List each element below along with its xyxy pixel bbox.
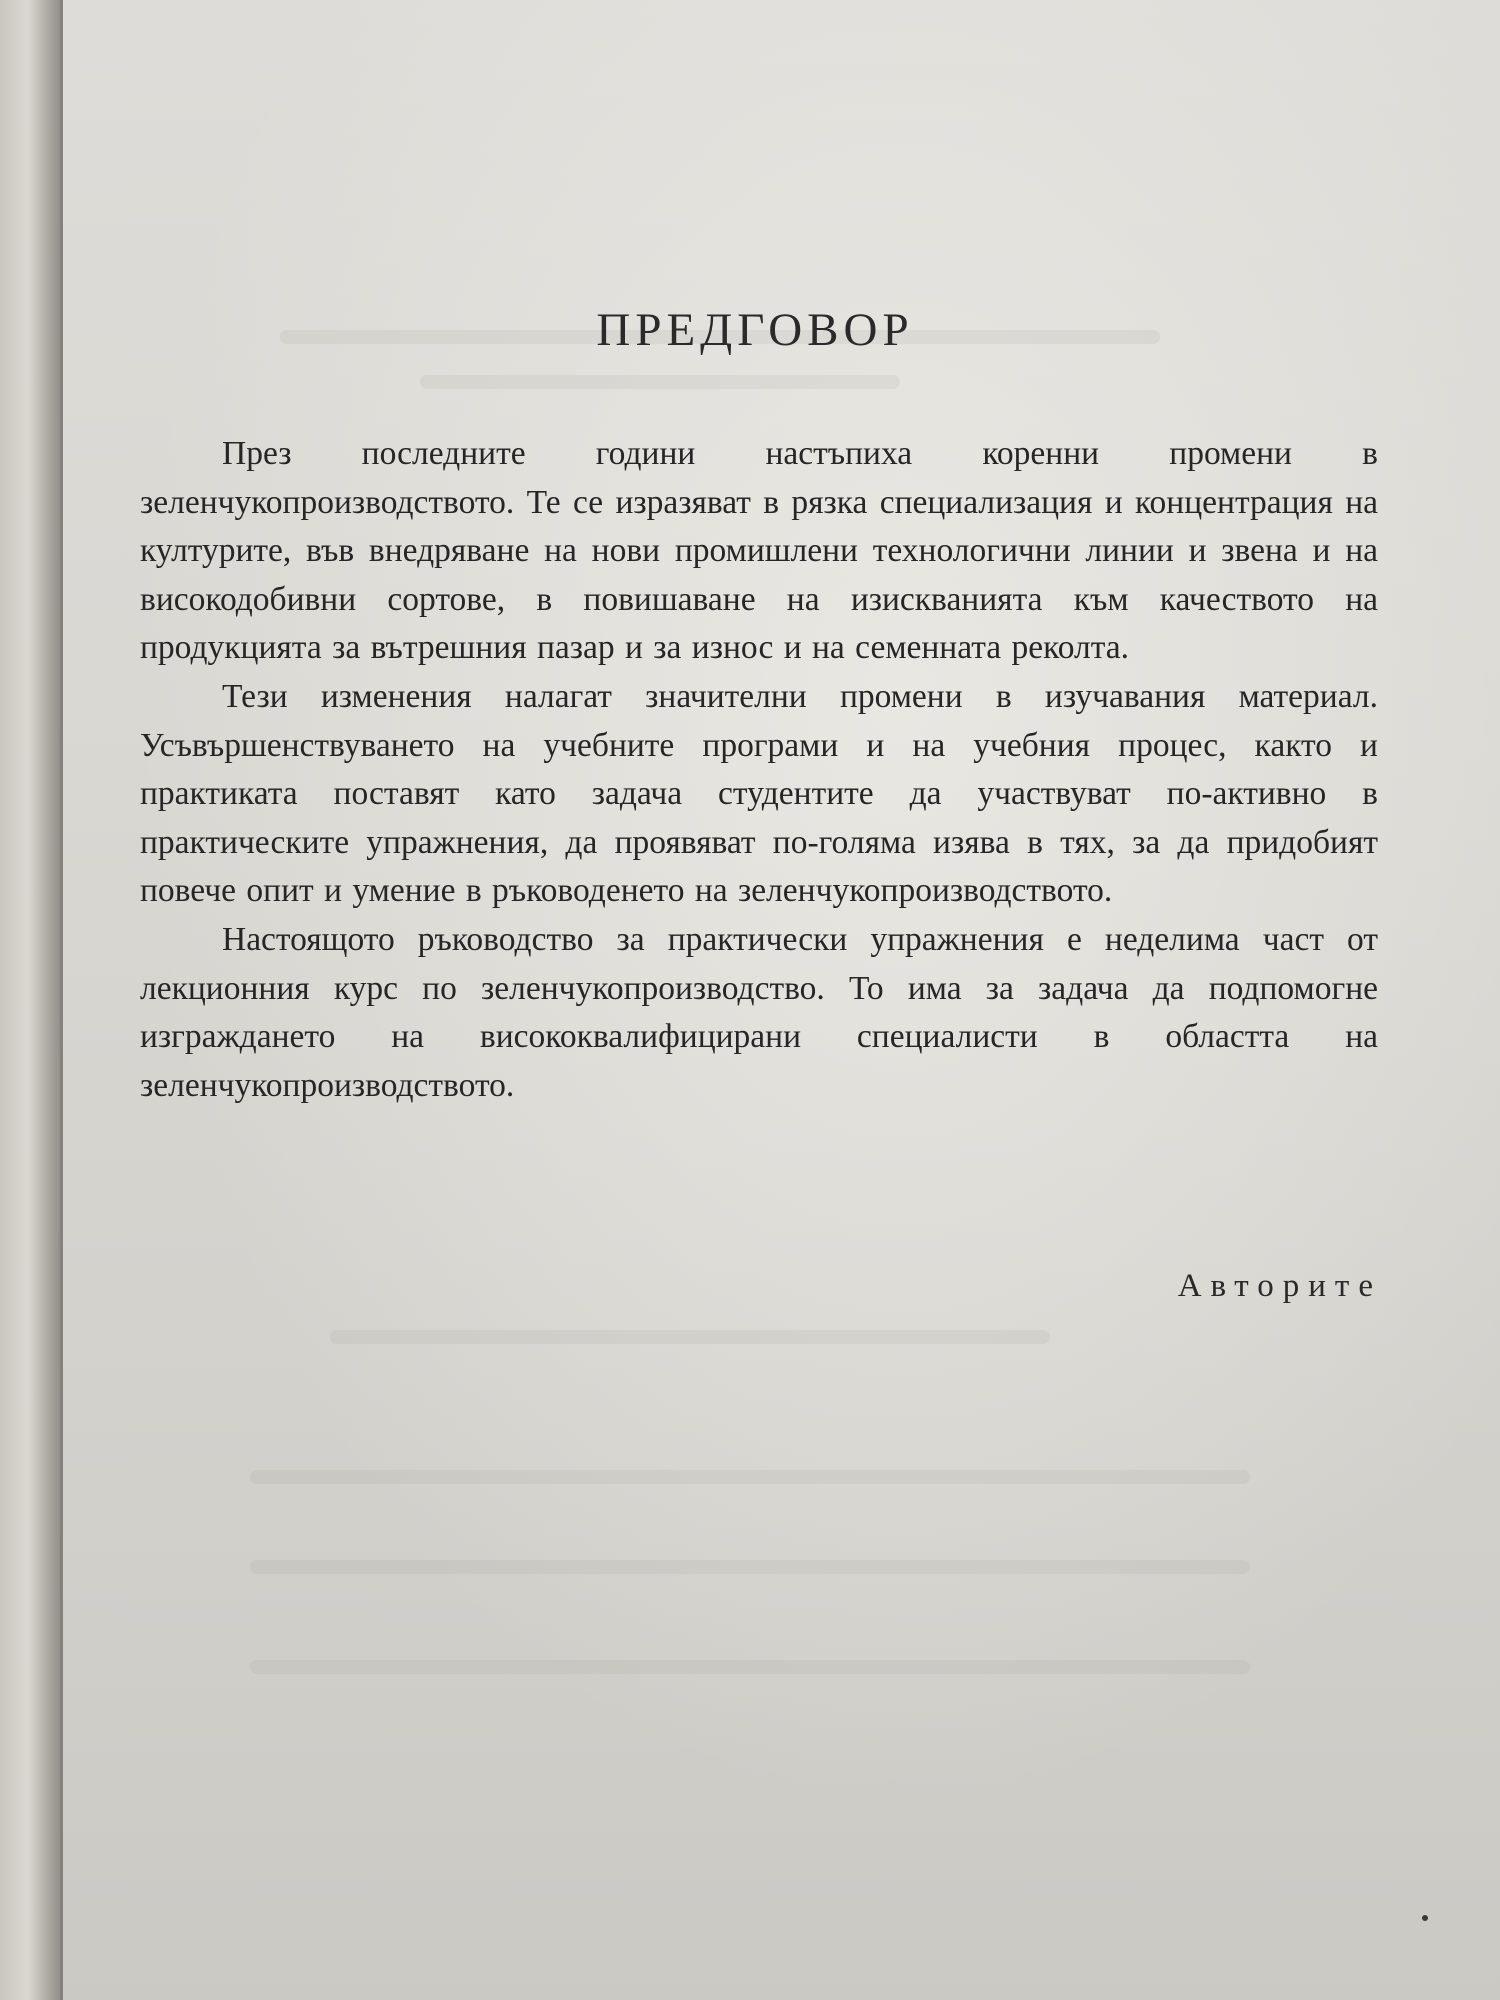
page-title: ПРЕДГОВОР <box>596 304 914 356</box>
show-through-line <box>250 1660 1250 1674</box>
show-through-line <box>250 1470 1250 1484</box>
page-edge <box>60 0 63 2000</box>
show-through-line <box>330 1330 1050 1344</box>
ink-speck <box>1422 1915 1428 1921</box>
show-through-line <box>420 375 900 389</box>
paragraph-1: През последните години настъпиха коренни промени в зеленчукопроизводството. Те се изразяват в рязка специализация и концентрация на културите, във внедряване на нови промишлени технологични линии и звена и на високодобивни сортове, в повишаване на изискванията към качеството на продукцията за вътрешния пазар и за износ и на семенната реколта. <box>140 435 1378 667</box>
paragraph-2: Тези изменения налагат значителни промени в изучавания материал. Усъвършенствуването на учебните програми и на учебния процес, както и практиката поставят като задача студентите да участвуват по-активно в практическите упражнения, да проявяват по-голяма изява в тях, за да придобият повече опит и умение в ръководенето на зеленчукопроизводството. <box>140 677 1378 910</box>
signature: Авторите <box>1177 1268 1382 1304</box>
show-through-line <box>250 1560 1250 1574</box>
preface-body <box>140 430 1378 1110</box>
paragraph-3: Настоящото ръководство за практически упражнения е неделима част от лекционния курс по зеленчукопроизводство. То има за задача да подпомогне изграждането на висококвалифицирани специалисти в областта на зеленчукопроизводството. <box>140 920 1378 1104</box>
book-spine <box>0 0 62 2000</box>
